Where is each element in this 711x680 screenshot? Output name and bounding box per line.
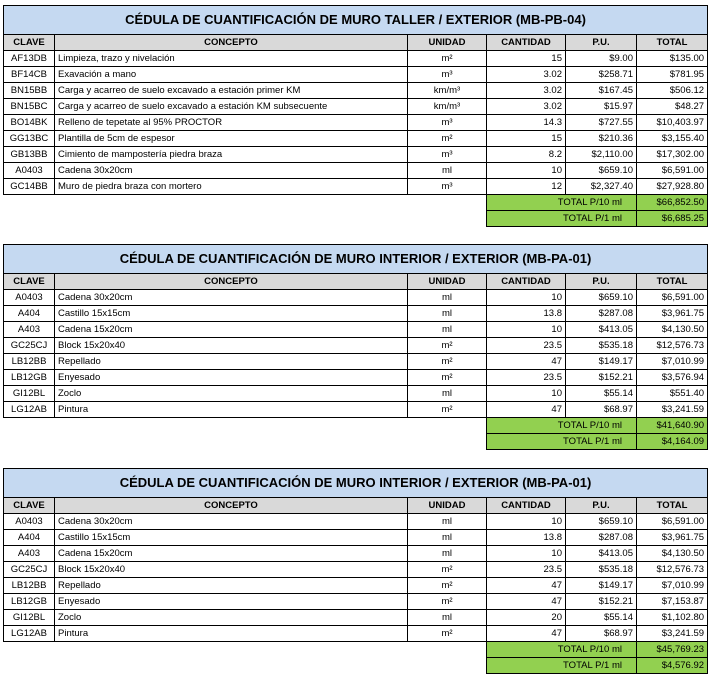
table-row <box>4 67 708 83</box>
cell-clave[interactable]: A0403 <box>4 290 55 306</box>
cell-total[interactable]: $3,241.59 <box>637 626 708 642</box>
table-row <box>4 370 708 386</box>
cell-clave[interactable]: GC25CJ <box>4 562 55 578</box>
cell-total[interactable]: $3,576.94 <box>637 370 708 386</box>
cell-pu[interactable]: $15.97 <box>566 99 637 115</box>
cell-concepto[interactable]: Limpieza, trazo y nivelación <box>55 51 408 67</box>
cell-concepto[interactable]: Carga y acarreo de suelo excavado a estación KM subsecuente <box>55 99 408 115</box>
cell-concepto[interactable]: Pintura <box>55 626 408 642</box>
cell-unidad[interactable]: m³ <box>408 115 487 131</box>
column-header: UNIDAD <box>408 498 487 514</box>
cell-unidad[interactable]: ml <box>408 514 487 530</box>
total-label: TOTAL P/1 ml <box>487 211 637 227</box>
column-header: TOTAL <box>637 35 708 51</box>
cell-total[interactable]: $506.12 <box>637 83 708 99</box>
cell-clave[interactable]: A404 <box>4 306 55 322</box>
cell-unidad[interactable]: m² <box>408 626 487 642</box>
blank-cell <box>4 195 487 211</box>
cell-clave[interactable]: BN15BC <box>4 99 55 115</box>
cell-total[interactable]: $7,010.99 <box>637 354 708 370</box>
column-header: CONCEPTO <box>55 498 408 514</box>
cell-clave[interactable]: GB13BB <box>4 147 55 163</box>
cell-total[interactable]: $4,130.50 <box>637 322 708 338</box>
cell-concepto[interactable]: Exavación a mano <box>55 67 408 83</box>
cell-clave[interactable]: BN15BB <box>4 83 55 99</box>
cell-cantidad[interactable]: 14.3 <box>487 115 566 131</box>
cell-total[interactable]: $7,153.87 <box>637 594 708 610</box>
cell-unidad[interactable]: m² <box>408 370 487 386</box>
cell-unidad[interactable]: m² <box>408 402 487 418</box>
table-row <box>4 179 708 195</box>
cell-pu[interactable]: $2,327.40 <box>566 179 637 195</box>
cell-clave[interactable]: LG12AB <box>4 402 55 418</box>
cell-unidad[interactable]: m³ <box>408 179 487 195</box>
cell-cantidad[interactable]: 47 <box>487 354 566 370</box>
cell-cantidad[interactable]: 15 <box>487 131 566 147</box>
table-row <box>4 546 708 562</box>
table-row <box>4 51 708 67</box>
table-row <box>4 626 708 642</box>
cell-total[interactable]: $781.95 <box>637 67 708 83</box>
cell-cantidad[interactable]: 10 <box>487 290 566 306</box>
cell-unidad[interactable]: ml <box>408 530 487 546</box>
cell-pu[interactable]: $149.17 <box>566 578 637 594</box>
table-row <box>4 562 708 578</box>
cell-clave[interactable]: LB12GB <box>4 370 55 386</box>
cell-concepto[interactable]: Cadena 15x20cm <box>55 546 408 562</box>
column-header: TOTAL <box>637 274 708 290</box>
cell-total[interactable]: $551.40 <box>637 386 708 402</box>
cell-unidad[interactable]: m² <box>408 562 487 578</box>
cell-total[interactable]: $6,591.00 <box>637 514 708 530</box>
cell-concepto[interactable]: Plantilla de 5cm de espesor <box>55 131 408 147</box>
cell-cantidad[interactable]: 3.02 <box>487 83 566 99</box>
table-row <box>4 83 708 99</box>
table-row <box>4 115 708 131</box>
table-row <box>4 322 708 338</box>
cell-cantidad[interactable]: 3.02 <box>487 99 566 115</box>
cell-cantidad[interactable]: 47 <box>487 402 566 418</box>
table-row <box>4 99 708 115</box>
cell-pu[interactable]: $55.14 <box>566 386 637 402</box>
cell-total[interactable]: $3,961.75 <box>637 530 708 546</box>
blank-cell <box>4 434 487 450</box>
column-header: P.U. <box>566 274 637 290</box>
cell-total[interactable]: $3,961.75 <box>637 306 708 322</box>
cell-concepto[interactable]: Cadena 30x20cm <box>55 290 408 306</box>
cedula-table-1 <box>3 5 707 227</box>
cell-concepto[interactable]: Castillo 15x15cm <box>55 306 408 322</box>
cell-unidad[interactable]: ml <box>408 322 487 338</box>
cell-concepto[interactable]: Repellado <box>55 578 408 594</box>
cell-total[interactable]: $17,302.00 <box>637 147 708 163</box>
cell-clave[interactable]: AF13DB <box>4 51 55 67</box>
cell-pu[interactable]: $659.10 <box>566 290 637 306</box>
total-value[interactable]: $6,685.25 <box>637 211 708 227</box>
cell-concepto[interactable]: Repellado <box>55 354 408 370</box>
table-title: CÉDULA DE CUANTIFICACIÓN DE MURO INTERIOR / EXTERIOR (MB-PA-01) <box>4 245 708 274</box>
cell-concepto[interactable]: Cimiento de mampostería piedra braza <box>55 147 408 163</box>
cell-total[interactable]: $6,591.00 <box>637 163 708 179</box>
cell-unidad[interactable]: m² <box>408 578 487 594</box>
cell-clave[interactable]: GC14BB <box>4 179 55 195</box>
table-row <box>4 163 708 179</box>
cell-unidad[interactable]: ml <box>408 546 487 562</box>
cell-pu[interactable]: $167.45 <box>566 83 637 99</box>
cell-clave[interactable]: A403 <box>4 546 55 562</box>
total-label: TOTAL P/10 ml <box>487 418 637 434</box>
cell-pu[interactable]: $55.14 <box>566 610 637 626</box>
cell-pu[interactable]: $727.55 <box>566 115 637 131</box>
cell-concepto[interactable]: Cadena 15x20cm <box>55 322 408 338</box>
cell-pu[interactable]: $535.18 <box>566 338 637 354</box>
cell-total[interactable]: $4,130.50 <box>637 546 708 562</box>
cell-clave[interactable]: GI12BL <box>4 386 55 402</box>
cell-cantidad[interactable]: 10 <box>487 514 566 530</box>
cell-unidad[interactable]: ml <box>408 290 487 306</box>
cell-pu[interactable]: $152.21 <box>566 370 637 386</box>
column-header: UNIDAD <box>408 35 487 51</box>
cell-total[interactable]: $3,155.40 <box>637 131 708 147</box>
table-row <box>4 578 708 594</box>
cedula-table-2 <box>3 244 707 450</box>
table-row <box>4 354 708 370</box>
cell-cantidad[interactable]: 23.5 <box>487 370 566 386</box>
total-label: TOTAL P/1 ml <box>487 658 637 674</box>
cell-clave[interactable]: A0403 <box>4 514 55 530</box>
column-header: P.U. <box>566 498 637 514</box>
total-value[interactable]: $66,852.50 <box>637 195 708 211</box>
column-header: CLAVE <box>4 498 55 514</box>
cell-cantidad[interactable]: 23.5 <box>487 338 566 354</box>
cell-concepto[interactable]: Pintura <box>55 402 408 418</box>
cell-cantidad[interactable]: 8.2 <box>487 147 566 163</box>
cell-pu[interactable]: $659.10 <box>566 514 637 530</box>
cell-clave[interactable]: A0403 <box>4 163 55 179</box>
cell-clave[interactable]: BO14BK <box>4 115 55 131</box>
cell-pu[interactable]: $152.21 <box>566 594 637 610</box>
cell-total[interactable]: $10,403.97 <box>637 115 708 131</box>
cell-clave[interactable]: BF14CB <box>4 67 55 83</box>
cell-concepto[interactable]: Cadena 30x20cm <box>55 163 408 179</box>
cell-pu[interactable]: $287.08 <box>566 530 637 546</box>
table-row <box>4 131 708 147</box>
table-row <box>4 306 708 322</box>
cell-total[interactable]: $48.27 <box>637 99 708 115</box>
table-row <box>4 594 708 610</box>
cell-cantidad[interactable]: 47 <box>487 626 566 642</box>
column-header: CLAVE <box>4 274 55 290</box>
cell-concepto[interactable]: Carga y acarreo de suelo excavado a estación primer KM <box>55 83 408 99</box>
cell-unidad[interactable]: m³ <box>408 67 487 83</box>
column-header: CANTIDAD <box>487 498 566 514</box>
cell-total[interactable]: $1,102.80 <box>637 610 708 626</box>
cell-cantidad[interactable]: 10 <box>487 546 566 562</box>
cell-cantidad[interactable]: 20 <box>487 610 566 626</box>
cell-unidad[interactable]: m² <box>408 594 487 610</box>
cell-concepto[interactable]: Block 15x20x40 <box>55 338 408 354</box>
cell-cantidad[interactable]: 47 <box>487 594 566 610</box>
cell-unidad[interactable]: ml <box>408 610 487 626</box>
cell-pu[interactable]: $659.10 <box>566 163 637 179</box>
cell-concepto[interactable]: Relleno de tepetate al 95% PROCTOR <box>55 115 408 131</box>
cell-pu[interactable]: $149.17 <box>566 354 637 370</box>
cedula-table-3 <box>3 468 707 674</box>
cell-unidad[interactable]: m² <box>408 131 487 147</box>
total-label: TOTAL P/10 ml <box>487 642 637 658</box>
cell-unidad[interactable]: ml <box>408 306 487 322</box>
table-row <box>4 290 708 306</box>
table-row <box>4 386 708 402</box>
column-header: CANTIDAD <box>487 35 566 51</box>
cell-cantidad[interactable]: 23.5 <box>487 562 566 578</box>
cell-pu[interactable]: $413.05 <box>566 546 637 562</box>
column-header: UNIDAD <box>408 274 487 290</box>
cell-cantidad[interactable]: 47 <box>487 578 566 594</box>
cell-total[interactable]: $135.00 <box>637 51 708 67</box>
cell-clave[interactable]: LG12AB <box>4 626 55 642</box>
cell-pu[interactable]: $413.05 <box>566 322 637 338</box>
cell-concepto[interactable]: Zoclo <box>55 610 408 626</box>
cell-concepto[interactable]: Muro de piedra braza con mortero <box>55 179 408 195</box>
total-value[interactable]: $4,576.92 <box>637 658 708 674</box>
cell-total[interactable]: $27,928.80 <box>637 179 708 195</box>
table-row <box>4 514 708 530</box>
cell-cantidad[interactable]: 10 <box>487 386 566 402</box>
cell-total[interactable]: $12,576.73 <box>637 338 708 354</box>
cell-cantidad[interactable]: 13.8 <box>487 306 566 322</box>
cell-concepto[interactable]: Enyesado <box>55 370 408 386</box>
blank-cell <box>4 418 487 434</box>
total-value[interactable]: $4,164.09 <box>637 434 708 450</box>
cell-total[interactable]: $3,241.59 <box>637 402 708 418</box>
cell-unidad[interactable]: m³ <box>408 147 487 163</box>
cell-pu[interactable]: $2,110.00 <box>566 147 637 163</box>
cell-pu[interactable]: $210.36 <box>566 131 637 147</box>
table-row <box>4 147 708 163</box>
cell-clave[interactable]: A403 <box>4 322 55 338</box>
table-row <box>4 530 708 546</box>
column-header: CANTIDAD <box>487 274 566 290</box>
cell-clave[interactable]: GG13BC <box>4 131 55 147</box>
cell-unidad[interactable]: m² <box>408 354 487 370</box>
cell-total[interactable]: $6,591.00 <box>637 290 708 306</box>
table-row <box>4 610 708 626</box>
cell-unidad[interactable]: km/m³ <box>408 99 487 115</box>
cell-concepto[interactable]: Cadena 30x20cm <box>55 514 408 530</box>
cell-cantidad[interactable]: 12 <box>487 179 566 195</box>
table-row <box>4 402 708 418</box>
table-title: CÉDULA DE CUANTIFICACIÓN DE MURO TALLER / EXTERIOR (MB-PB-04) <box>4 6 708 35</box>
cell-unidad[interactable]: m² <box>408 338 487 354</box>
cell-pu[interactable]: $258.71 <box>566 67 637 83</box>
blank-cell <box>4 642 487 658</box>
cell-pu[interactable]: $68.97 <box>566 402 637 418</box>
column-header: CONCEPTO <box>55 35 408 51</box>
cell-pu[interactable]: $535.18 <box>566 562 637 578</box>
cell-concepto[interactable]: Zoclo <box>55 386 408 402</box>
cell-unidad[interactable]: ml <box>408 163 487 179</box>
cell-unidad[interactable]: km/m³ <box>408 83 487 99</box>
cell-cantidad[interactable]: 15 <box>487 51 566 67</box>
total-label: TOTAL P/10 ml <box>487 195 637 211</box>
table-row <box>4 338 708 354</box>
cell-pu[interactable]: $9.00 <box>566 51 637 67</box>
table-title: CÉDULA DE CUANTIFICACIÓN DE MURO INTERIOR / EXTERIOR (MB-PA-01) <box>4 469 708 498</box>
cell-unidad[interactable]: m² <box>408 51 487 67</box>
cell-cantidad[interactable]: 3.02 <box>487 67 566 83</box>
column-header: P.U. <box>566 35 637 51</box>
blank-cell <box>4 211 487 227</box>
cell-cantidad[interactable]: 10 <box>487 322 566 338</box>
cell-clave[interactable]: GC25CJ <box>4 338 55 354</box>
cell-cantidad[interactable]: 10 <box>487 163 566 179</box>
cell-total[interactable]: $7,010.99 <box>637 578 708 594</box>
total-label: TOTAL P/1 ml <box>487 434 637 450</box>
cell-concepto[interactable]: Castillo 15x15cm <box>55 530 408 546</box>
column-header: TOTAL <box>637 498 708 514</box>
cell-clave[interactable]: A404 <box>4 530 55 546</box>
cell-concepto[interactable]: Block 15x20x40 <box>55 562 408 578</box>
cell-clave[interactable]: LB12GB <box>4 594 55 610</box>
cell-total[interactable]: $12,576.73 <box>637 562 708 578</box>
column-header: CONCEPTO <box>55 274 408 290</box>
blank-cell <box>4 658 487 674</box>
column-header: CLAVE <box>4 35 55 51</box>
cell-unidad[interactable]: ml <box>408 386 487 402</box>
total-value[interactable]: $45,769.23 <box>637 642 708 658</box>
cell-clave[interactable]: LB12BB <box>4 354 55 370</box>
cell-pu[interactable]: $287.08 <box>566 306 637 322</box>
cell-pu[interactable]: $68.97 <box>566 626 637 642</box>
total-value[interactable]: $41,640.90 <box>637 418 708 434</box>
cell-clave[interactable]: LB12BB <box>4 578 55 594</box>
cell-clave[interactable]: GI12BL <box>4 610 55 626</box>
cell-concepto[interactable]: Enyesado <box>55 594 408 610</box>
cell-cantidad[interactable]: 13.8 <box>487 530 566 546</box>
